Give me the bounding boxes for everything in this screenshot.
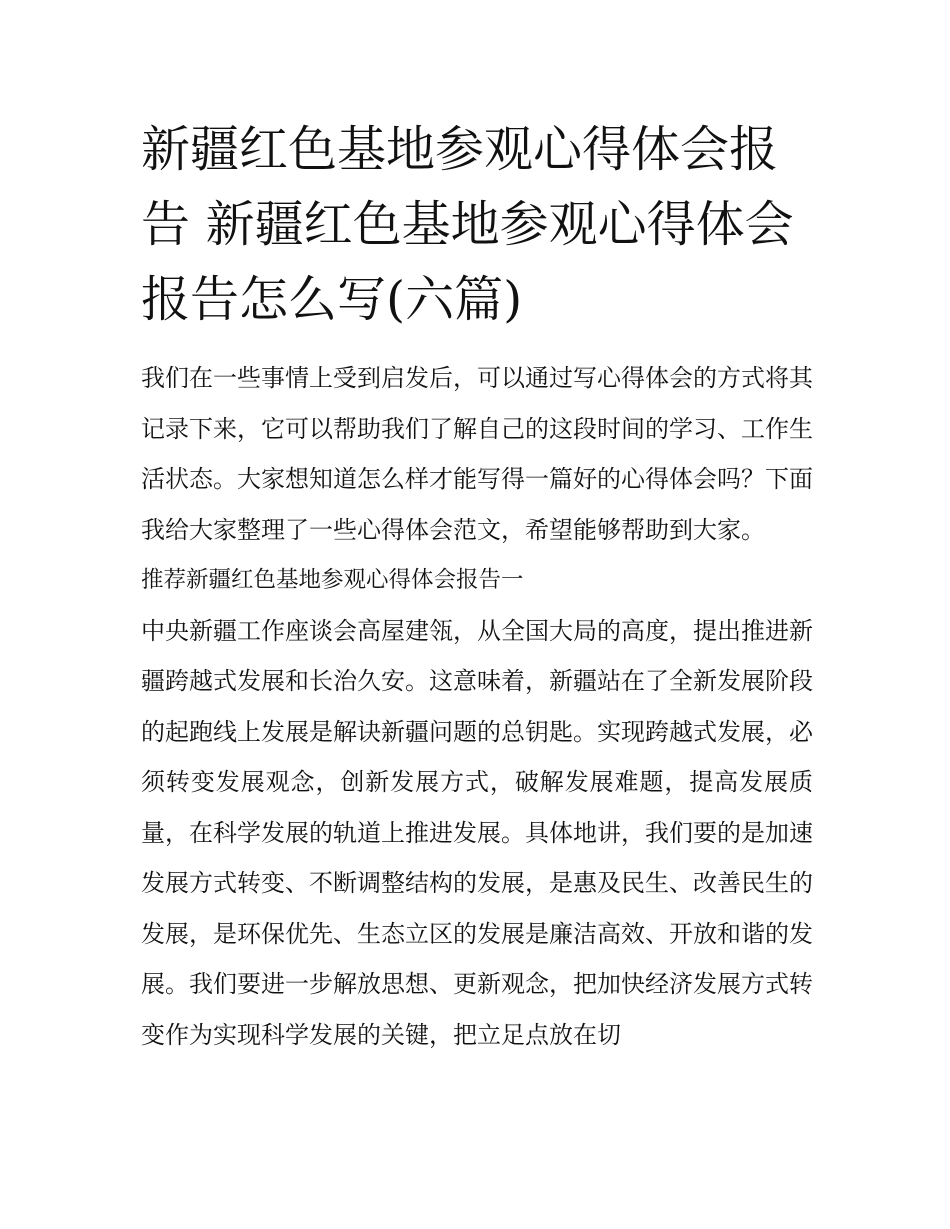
document-title: 新疆红色基地参观心得体会报告 新疆红色基地参观心得体会报告怎么写(六篇)	[141, 121, 794, 328]
body-paragraph: 中央新疆工作座谈会高屋建瓴，从全国大局的高度，提出推进新疆跨越式发展和长治久安。这意味着，新疆站在了全新发展阶段的起跑线上发展是解诀新疆问题的总钥匙。实现跨越式发展，必须转变发展观念，创新发展方式，破解发展难题，提高发展质量，在科学发展的轨道上推进发展。具体地讲，我们要的是加速发展方式转变、不断调整结构的发展，是惠及民生、改善民生的发展，是环保优先、生态立区的发展是廉洁高效、开放和谐的发展。我们要进一步解放思想、更新观念，把加快经济发展方式转变作为实现科学发展的关键，把立足点放在切	[141, 616, 813, 1049]
intro-paragraph: 我们在一些事情上受到启发后，可以通过写心得体会的方式将其记录下来，它可以帮助我们了解自己的这段时间的学习、工作生活状态。大家想知道怎么样才能写得一篇好的心得体会吗？下面我给大家整理了一些心得体会范文，希望能够帮助到大家。	[141, 364, 813, 544]
section-heading: 推荐新疆红色基地参观心得体会报告一	[141, 567, 524, 593]
document-content	[141, 112, 813, 1060]
